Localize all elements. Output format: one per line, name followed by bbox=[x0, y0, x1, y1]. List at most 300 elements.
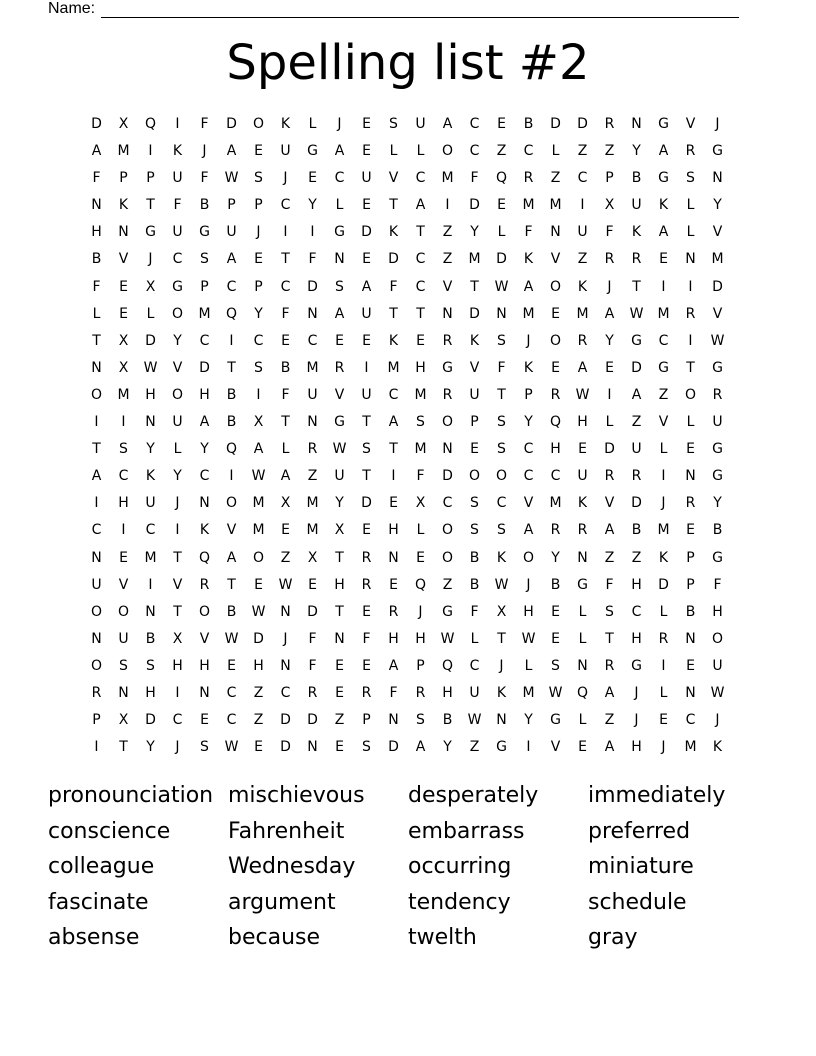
grid-letter: U bbox=[415, 116, 426, 132]
grid-letter: H bbox=[631, 630, 642, 647]
grid-letter: Y bbox=[524, 712, 533, 729]
grid-letter: V bbox=[712, 305, 723, 322]
grid-letter: T bbox=[497, 630, 506, 647]
grid-letter: N bbox=[442, 441, 453, 458]
grid-letter: V bbox=[172, 576, 183, 593]
word-list-item: gray bbox=[588, 925, 638, 951]
grid-letter: I bbox=[580, 197, 585, 214]
grid-letter: N bbox=[496, 712, 507, 729]
grid-letter: L bbox=[659, 684, 668, 701]
grid-letter: T bbox=[335, 603, 344, 620]
grid-letter: R bbox=[307, 441, 318, 458]
grid-letter: A bbox=[577, 359, 588, 376]
word-list-item: conscience bbox=[48, 818, 171, 844]
grid-letter: R bbox=[442, 332, 453, 349]
grid-letter: O bbox=[549, 332, 562, 349]
grid-letter: A bbox=[604, 684, 615, 701]
grid-letter: W bbox=[521, 630, 536, 647]
grid-letter: S bbox=[497, 441, 506, 458]
grid-letter: Y bbox=[605, 332, 614, 349]
grid-letter: O bbox=[252, 549, 265, 566]
grid-letter: Q bbox=[495, 170, 508, 187]
grid-letter: B bbox=[442, 712, 453, 729]
grid-letter: I bbox=[526, 739, 531, 756]
grid-letter: C bbox=[280, 684, 291, 701]
grid-letter: R bbox=[361, 549, 372, 566]
grid-letter: J bbox=[526, 576, 531, 593]
grid-letter: S bbox=[470, 522, 479, 539]
grid-letter: P bbox=[200, 278, 209, 295]
grid-letter: N bbox=[685, 630, 696, 647]
grid-letter: M bbox=[711, 251, 724, 268]
grid-letter: C bbox=[226, 684, 237, 701]
grid-letter: B bbox=[469, 549, 480, 566]
grid-letter: E bbox=[335, 739, 344, 756]
grid-letter: V bbox=[712, 224, 723, 241]
grid-letter: O bbox=[198, 603, 211, 620]
word-list-item: desperately bbox=[408, 783, 539, 808]
grid-letter: Z bbox=[253, 712, 264, 729]
grid-letter: E bbox=[335, 684, 344, 701]
grid-letter: F bbox=[308, 657, 317, 674]
grid-letter: I bbox=[94, 495, 99, 512]
grid-letter: L bbox=[524, 657, 533, 674]
grid-letter: B bbox=[523, 116, 534, 132]
grid-letter: K bbox=[469, 332, 480, 349]
grid-letter: N bbox=[91, 359, 102, 376]
grid-letter: O bbox=[441, 549, 454, 566]
grid-letter: K bbox=[280, 116, 291, 132]
grid-letter: C bbox=[496, 495, 507, 512]
grid-letter: O bbox=[522, 549, 535, 566]
grid-letter: S bbox=[254, 359, 263, 376]
grid-letter: E bbox=[497, 116, 506, 132]
grid-letter: Q bbox=[576, 684, 589, 701]
grid-letter: D bbox=[631, 495, 642, 512]
grid-letter: C bbox=[442, 495, 453, 512]
grid-letter: U bbox=[469, 684, 480, 701]
grid-letter: E bbox=[659, 251, 668, 268]
grid-letter: N bbox=[307, 305, 318, 322]
grid-letter: N bbox=[118, 224, 129, 241]
grid-letter: Y bbox=[146, 441, 155, 458]
grid-letter: X bbox=[118, 116, 129, 132]
grid-letter: F bbox=[362, 630, 371, 647]
grid-letter: J bbox=[715, 116, 720, 132]
grid-letter: Z bbox=[307, 468, 318, 485]
grid-letter: E bbox=[308, 170, 317, 187]
grid-letter: I bbox=[661, 278, 666, 295]
grid-letter: K bbox=[712, 739, 723, 756]
grid-letter: T bbox=[281, 414, 290, 431]
grid-letter: E bbox=[119, 278, 128, 295]
grid-letter: L bbox=[146, 305, 155, 322]
grid-letter: D bbox=[280, 712, 291, 729]
grid-letter: R bbox=[307, 684, 318, 701]
grid-letter: O bbox=[90, 603, 103, 620]
name-field bbox=[48, 0, 739, 18]
grid-letter: H bbox=[523, 603, 534, 620]
grid-letter: G bbox=[577, 576, 588, 593]
grid-letter: E bbox=[470, 441, 479, 458]
grid-letter: Y bbox=[173, 468, 182, 485]
grid-letter: Z bbox=[577, 251, 588, 268]
grid-letter: E bbox=[362, 603, 371, 620]
grid-letter: M bbox=[387, 359, 400, 376]
grid-letter: W bbox=[440, 630, 455, 647]
grid-letter: K bbox=[658, 197, 669, 214]
grid-letter: C bbox=[415, 278, 426, 295]
grid-letter: A bbox=[334, 305, 345, 322]
grid-letter: D bbox=[388, 739, 399, 756]
grid-letter: J bbox=[202, 143, 207, 160]
grid-letter: R bbox=[685, 143, 696, 160]
grid-letter: P bbox=[254, 197, 263, 214]
grid-letter: Z bbox=[442, 576, 453, 593]
grid-letter: G bbox=[712, 143, 723, 160]
grid-letter: W bbox=[143, 359, 158, 376]
grid-letter: Y bbox=[470, 224, 479, 241]
grid-letter: J bbox=[418, 603, 423, 620]
grid-letter: W bbox=[251, 603, 266, 620]
grid-letter: U bbox=[172, 414, 183, 431]
word-list-item: twelth bbox=[408, 925, 477, 951]
grid-letter: E bbox=[362, 251, 371, 268]
grid-letter: T bbox=[470, 278, 479, 295]
grid-letter: M bbox=[252, 522, 265, 539]
grid-letter: R bbox=[604, 251, 615, 268]
grid-letter: R bbox=[604, 116, 615, 132]
grid-letter: L bbox=[335, 197, 344, 214]
grid-letter: V bbox=[172, 359, 183, 376]
grid-letter: B bbox=[226, 386, 237, 403]
grid-letter: U bbox=[469, 386, 480, 403]
grid-letter: U bbox=[280, 143, 291, 160]
grid-letter: O bbox=[711, 630, 724, 647]
word-list-item: pronounciation bbox=[48, 783, 214, 808]
grid-letter: H bbox=[442, 684, 453, 701]
grid-letter: E bbox=[686, 657, 695, 674]
grid-letter: E bbox=[497, 197, 506, 214]
grid-letter: S bbox=[497, 332, 506, 349]
grid-letter: K bbox=[577, 278, 588, 295]
grid-letter: N bbox=[334, 630, 345, 647]
grid-letter: B bbox=[550, 576, 561, 593]
grid-letter: K bbox=[172, 143, 183, 160]
grid-letter: A bbox=[226, 251, 237, 268]
grid-letter: T bbox=[416, 224, 425, 241]
grid-letter: B bbox=[280, 359, 291, 376]
grid-letter: A bbox=[199, 414, 210, 431]
grid-letter: C bbox=[226, 278, 237, 295]
grid-letter: M bbox=[117, 143, 130, 160]
grid-letter: R bbox=[442, 386, 453, 403]
grid-letter: S bbox=[119, 657, 128, 674]
grid-letter: W bbox=[224, 739, 239, 756]
grid-letter: X bbox=[280, 495, 291, 512]
grid-letter: J bbox=[715, 712, 720, 729]
grid-letter: W bbox=[251, 468, 266, 485]
grid-letter: C bbox=[469, 116, 480, 132]
grid-letter: Y bbox=[551, 549, 560, 566]
grid-letter: F bbox=[308, 251, 317, 268]
grid-letter: P bbox=[686, 576, 695, 593]
grid-letter: D bbox=[469, 305, 480, 322]
grid-letter: J bbox=[175, 495, 180, 512]
grid-letter: Z bbox=[442, 251, 453, 268]
grid-letter: Z bbox=[604, 549, 615, 566]
grid-letter: M bbox=[522, 197, 535, 214]
grid-letter: X bbox=[145, 278, 156, 295]
grid-letter: R bbox=[685, 495, 696, 512]
grid-letter: Y bbox=[632, 143, 641, 160]
grid-letter: L bbox=[578, 630, 587, 647]
grid-letter: U bbox=[361, 305, 372, 322]
grid-letter: E bbox=[362, 522, 371, 539]
grid-letter: W bbox=[710, 332, 725, 349]
grid-letter: S bbox=[497, 522, 506, 539]
grid-letter: C bbox=[685, 712, 696, 729]
grid-letter: H bbox=[388, 522, 399, 539]
grid-letter: R bbox=[604, 657, 615, 674]
grid-letter: J bbox=[148, 251, 153, 268]
grid-letter: B bbox=[685, 603, 696, 620]
grid-letter: F bbox=[497, 359, 506, 376]
grid-letter: J bbox=[634, 684, 639, 701]
grid-letter: E bbox=[335, 657, 344, 674]
grid-letter: I bbox=[94, 414, 99, 431]
grid-letter: M bbox=[684, 739, 697, 756]
name-blank-line bbox=[101, 2, 739, 18]
grid-letter: A bbox=[226, 143, 237, 160]
grid-letter: K bbox=[523, 251, 534, 268]
grid-letter: C bbox=[172, 712, 183, 729]
grid-letter: E bbox=[254, 576, 263, 593]
grid-letter: S bbox=[551, 657, 560, 674]
grid-letter: G bbox=[658, 116, 669, 132]
grid-letter: N bbox=[577, 657, 588, 674]
grid-letter: N bbox=[631, 116, 642, 132]
grid-letter: G bbox=[712, 359, 723, 376]
grid-letter: L bbox=[551, 143, 560, 160]
word-list bbox=[48, 778, 768, 956]
grid-letter: C bbox=[577, 170, 588, 187]
grid-letter: T bbox=[92, 441, 101, 458]
grid-letter: H bbox=[388, 630, 399, 647]
grid-letter: F bbox=[173, 197, 182, 214]
grid-letter: R bbox=[604, 468, 615, 485]
grid-letter: G bbox=[172, 278, 183, 295]
grid-letter: Z bbox=[334, 712, 345, 729]
grid-letter: T bbox=[335, 549, 344, 566]
grid-letter: H bbox=[145, 684, 156, 701]
grid-letter: P bbox=[470, 414, 479, 431]
grid-letter: O bbox=[90, 657, 103, 674]
grid-letter: N bbox=[307, 414, 318, 431]
grid-letter: X bbox=[604, 197, 615, 214]
grid-letter: D bbox=[361, 495, 372, 512]
grid-letter: E bbox=[362, 197, 371, 214]
grid-letter: A bbox=[523, 522, 534, 539]
grid-letter: W bbox=[629, 305, 644, 322]
grid-letter: T bbox=[227, 576, 236, 593]
grid-letter: P bbox=[686, 549, 695, 566]
grid-letter: R bbox=[523, 170, 534, 187]
grid-letter: K bbox=[658, 549, 669, 566]
grid-letter: Q bbox=[549, 414, 562, 431]
grid-letter: Y bbox=[308, 197, 317, 214]
grid-letter: C bbox=[334, 170, 345, 187]
grid-letter: I bbox=[364, 359, 369, 376]
grid-letter: U bbox=[631, 197, 642, 214]
grid-letter: N bbox=[91, 630, 102, 647]
grid-letter: C bbox=[280, 197, 291, 214]
grid-letter: A bbox=[631, 386, 642, 403]
grid-letter: G bbox=[496, 739, 507, 756]
grid-letter: S bbox=[686, 170, 695, 187]
grid-letter: O bbox=[468, 468, 481, 485]
grid-letter: Y bbox=[713, 495, 722, 512]
grid-letter: N bbox=[685, 251, 696, 268]
grid-letter: D bbox=[658, 576, 669, 593]
grid-letter: H bbox=[199, 657, 210, 674]
grid-letter: M bbox=[522, 305, 535, 322]
grid-letter: R bbox=[361, 576, 372, 593]
grid-letter: B bbox=[712, 522, 723, 539]
grid-letter: E bbox=[551, 305, 560, 322]
grid-letter: F bbox=[470, 603, 479, 620]
grid-letter: A bbox=[658, 224, 669, 241]
grid-letter: M bbox=[414, 441, 427, 458]
grid-letter: P bbox=[146, 170, 155, 187]
grid-letter: G bbox=[307, 143, 318, 160]
grid-letter: E bbox=[578, 739, 587, 756]
grid-letter: N bbox=[388, 549, 399, 566]
grid-letter: F bbox=[281, 386, 290, 403]
grid-letter: D bbox=[199, 359, 210, 376]
grid-letter: M bbox=[522, 684, 535, 701]
grid-letter: R bbox=[361, 684, 372, 701]
grid-letter: L bbox=[470, 630, 479, 647]
grid-letter: M bbox=[441, 170, 454, 187]
grid-letter: E bbox=[578, 441, 587, 458]
grid-letter: A bbox=[415, 739, 426, 756]
grid-letter: R bbox=[631, 251, 642, 268]
grid-letter: Z bbox=[658, 386, 669, 403]
grid-letter: W bbox=[494, 576, 509, 593]
grid-letter: A bbox=[604, 739, 615, 756]
grid-letter: H bbox=[91, 224, 102, 241]
grid-letter: D bbox=[631, 359, 642, 376]
grid-letter: H bbox=[172, 657, 183, 674]
grid-letter: J bbox=[283, 170, 288, 187]
grid-letter: L bbox=[659, 441, 668, 458]
grid-letter: I bbox=[175, 116, 180, 132]
grid-letter: E bbox=[416, 332, 425, 349]
word-list-item: mischievous bbox=[228, 783, 365, 808]
grid-letter: T bbox=[227, 359, 236, 376]
grid-letter: E bbox=[686, 441, 695, 458]
grid-letter: O bbox=[549, 278, 562, 295]
grid-letter: Z bbox=[577, 143, 588, 160]
grid-letter: Q bbox=[414, 576, 427, 593]
grid-letter: N bbox=[280, 603, 291, 620]
grid-letter: D bbox=[442, 468, 453, 485]
grid-letter: K bbox=[496, 549, 507, 566]
grid-letter: V bbox=[118, 576, 129, 593]
grid-letter: T bbox=[173, 549, 182, 566]
grid-letter: C bbox=[658, 332, 669, 349]
grid-letter: S bbox=[389, 116, 398, 132]
grid-letter: C bbox=[388, 386, 399, 403]
grid-letter: C bbox=[415, 170, 426, 187]
grid-letter: W bbox=[278, 576, 293, 593]
grid-letter: V bbox=[226, 522, 237, 539]
grid-letter: H bbox=[631, 739, 642, 756]
grid-letter: E bbox=[686, 522, 695, 539]
grid-letter: I bbox=[229, 332, 234, 349]
grid-letter: E bbox=[281, 522, 290, 539]
grid-letter: K bbox=[388, 224, 399, 241]
page-title: Spelling list #2 bbox=[226, 35, 590, 91]
grid-letter: N bbox=[388, 712, 399, 729]
grid-letter: I bbox=[229, 468, 234, 485]
grid-letter: D bbox=[604, 441, 615, 458]
grid-letter: E bbox=[119, 305, 128, 322]
grid-letter: D bbox=[226, 116, 237, 132]
grid-letter: K bbox=[577, 495, 588, 512]
grid-letter: C bbox=[415, 251, 426, 268]
grid-letter: D bbox=[145, 712, 156, 729]
grid-letter: E bbox=[362, 143, 371, 160]
grid-letter: E bbox=[389, 495, 398, 512]
grid-letter: I bbox=[148, 576, 153, 593]
grid-letter: E bbox=[254, 251, 263, 268]
grid-letter: H bbox=[199, 386, 210, 403]
grid-letter: E bbox=[281, 332, 290, 349]
grid-letter: O bbox=[495, 468, 508, 485]
grid-letter: Z bbox=[604, 712, 615, 729]
grid-letter: U bbox=[361, 170, 372, 187]
grid-letter: R bbox=[415, 684, 426, 701]
grid-letter: C bbox=[469, 143, 480, 160]
grid-letter: B bbox=[469, 576, 480, 593]
word-list-item: schedule bbox=[588, 889, 687, 915]
grid-letter: E bbox=[551, 359, 560, 376]
grid-letter: T bbox=[686, 359, 695, 376]
grid-letter: U bbox=[577, 224, 588, 241]
grid-letter: X bbox=[172, 630, 183, 647]
grid-letter: T bbox=[362, 414, 371, 431]
grid-letter: W bbox=[494, 278, 509, 295]
grid-letter: R bbox=[550, 522, 561, 539]
grid-letter: K bbox=[388, 332, 399, 349]
grid-letter: C bbox=[280, 278, 291, 295]
grid-letter: P bbox=[119, 170, 128, 187]
grid-letter: M bbox=[306, 359, 319, 376]
grid-letter: A bbox=[388, 657, 399, 674]
grid-letter: M bbox=[252, 495, 265, 512]
grid-letter: V bbox=[388, 170, 399, 187]
grid-letter: V bbox=[118, 251, 129, 268]
grid-letter: D bbox=[388, 251, 399, 268]
grid-letter: L bbox=[389, 143, 398, 160]
grid-letter: Q bbox=[144, 116, 157, 132]
grid-letter: L bbox=[416, 522, 425, 539]
grid-letter: D bbox=[307, 603, 318, 620]
grid-letter: N bbox=[334, 251, 345, 268]
grid-letter: J bbox=[337, 116, 342, 132]
